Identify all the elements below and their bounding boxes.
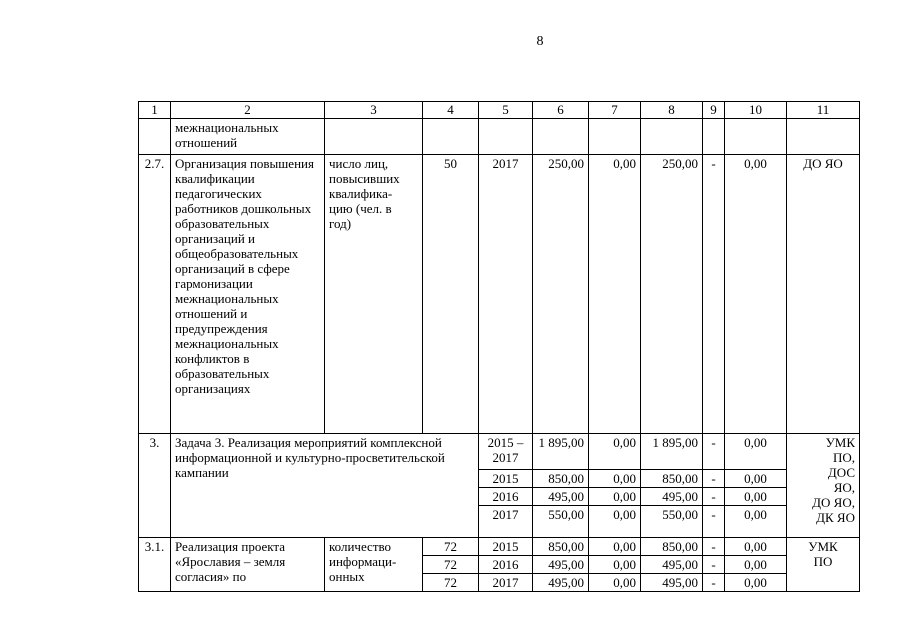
task-title: Задача 3. Реализация мероприятий комплексной информационной и культурно-просветительской кампании [171,434,479,538]
indicator-value: 72 [423,556,479,574]
executor: УМК ПО [787,538,860,592]
total-amount: 850,00 [533,538,589,556]
col8-amount: 850,00 [641,470,703,488]
activity-name: Организация повышения квалификации педагогических работников дошкольных образовательных организаций и общеобразовательных организаций в сфере гармонизации межнациональных отношений и предупреждения межнациональных конфликтов в образовательных организациях [171,155,325,434]
header-col-9: 9 [703,102,725,119]
col8-amount: 495,00 [641,574,703,592]
item-number: 2.7. [139,155,171,434]
col10-amount: 0,00 [725,506,787,538]
item-number: 3.1. [139,538,171,592]
col8-amount: 1 895,00 [641,434,703,470]
col7-amount: 0,00 [589,470,641,488]
indicator-value: 72 [423,574,479,592]
year: 2015 [479,538,533,556]
year: 2017 [479,155,533,434]
table-header-row [139,102,860,119]
col9-amount: - [703,488,725,506]
header-col-1: 1 [139,102,171,119]
executor: УМК ПО, ДОС ЯО, ДО ЯО, ДК ЯО [787,434,860,538]
item-number: 3. [139,434,171,538]
col9-amount: - [703,538,725,556]
table-row [139,155,860,434]
col7-amount: 0,00 [589,538,641,556]
header-col-11: 11 [787,102,860,119]
year: 2016 [479,556,533,574]
total-amount: 850,00 [533,470,589,488]
indicator: количество информаци- онных [325,538,423,592]
table-row [139,119,860,155]
col8-amount: 850,00 [641,538,703,556]
total-amount: 1 895,00 [533,434,589,470]
col7-amount: 0,00 [589,574,641,592]
col9-amount: - [703,155,725,434]
indicator-value: 50 [423,155,479,434]
col10-amount: 0,00 [725,470,787,488]
col7-amount: 0,00 [589,155,641,434]
year: 2015 [479,470,533,488]
col9-amount: - [703,434,725,470]
col7-amount: 0,00 [589,434,641,470]
total-amount: 495,00 [533,574,589,592]
col10-amount: 0,00 [725,488,787,506]
header-col-3: 3 [325,102,423,119]
indicator: число лиц, повысивших квалифика- цию (чел. в год) [325,155,423,434]
year: 2017 [479,574,533,592]
year: 2017 [479,506,533,538]
header-col-10: 10 [725,102,787,119]
col9-amount: - [703,470,725,488]
executor: ДО ЯО [787,155,860,434]
total-amount: 250,00 [533,155,589,434]
header-col-8: 8 [641,102,703,119]
col10-amount: 0,00 [725,574,787,592]
activity-name-continuation: межнациональных отношений [171,119,325,155]
col8-amount: 250,00 [641,155,703,434]
header-col-4: 4 [423,102,479,119]
page-number: 8 [536,34,544,49]
table-row [139,434,860,470]
program-activities-table [138,101,860,592]
total-amount: 550,00 [533,506,589,538]
year: 2015 – 2017 [479,434,533,470]
col10-amount: 0,00 [725,556,787,574]
col8-amount: 550,00 [641,506,703,538]
col10-amount: 0,00 [725,538,787,556]
col9-amount: - [703,556,725,574]
year: 2016 [479,488,533,506]
activity-name: Реализация проекта «Ярославия – земля согласия» по [171,538,325,592]
col8-amount: 495,00 [641,488,703,506]
col9-amount: - [703,574,725,592]
header-col-6: 6 [533,102,589,119]
header-col-2: 2 [171,102,325,119]
col10-amount: 0,00 [725,434,787,470]
total-amount: 495,00 [533,556,589,574]
col10-amount: 0,00 [725,155,787,434]
col7-amount: 0,00 [589,556,641,574]
col9-amount: - [703,506,725,538]
header-col-5: 5 [479,102,533,119]
col8-amount: 495,00 [641,556,703,574]
col7-amount: 0,00 [589,506,641,538]
total-amount: 495,00 [533,488,589,506]
header-col-7: 7 [589,102,641,119]
col7-amount: 0,00 [589,488,641,506]
indicator-value: 72 [423,538,479,556]
table-row [139,538,860,556]
